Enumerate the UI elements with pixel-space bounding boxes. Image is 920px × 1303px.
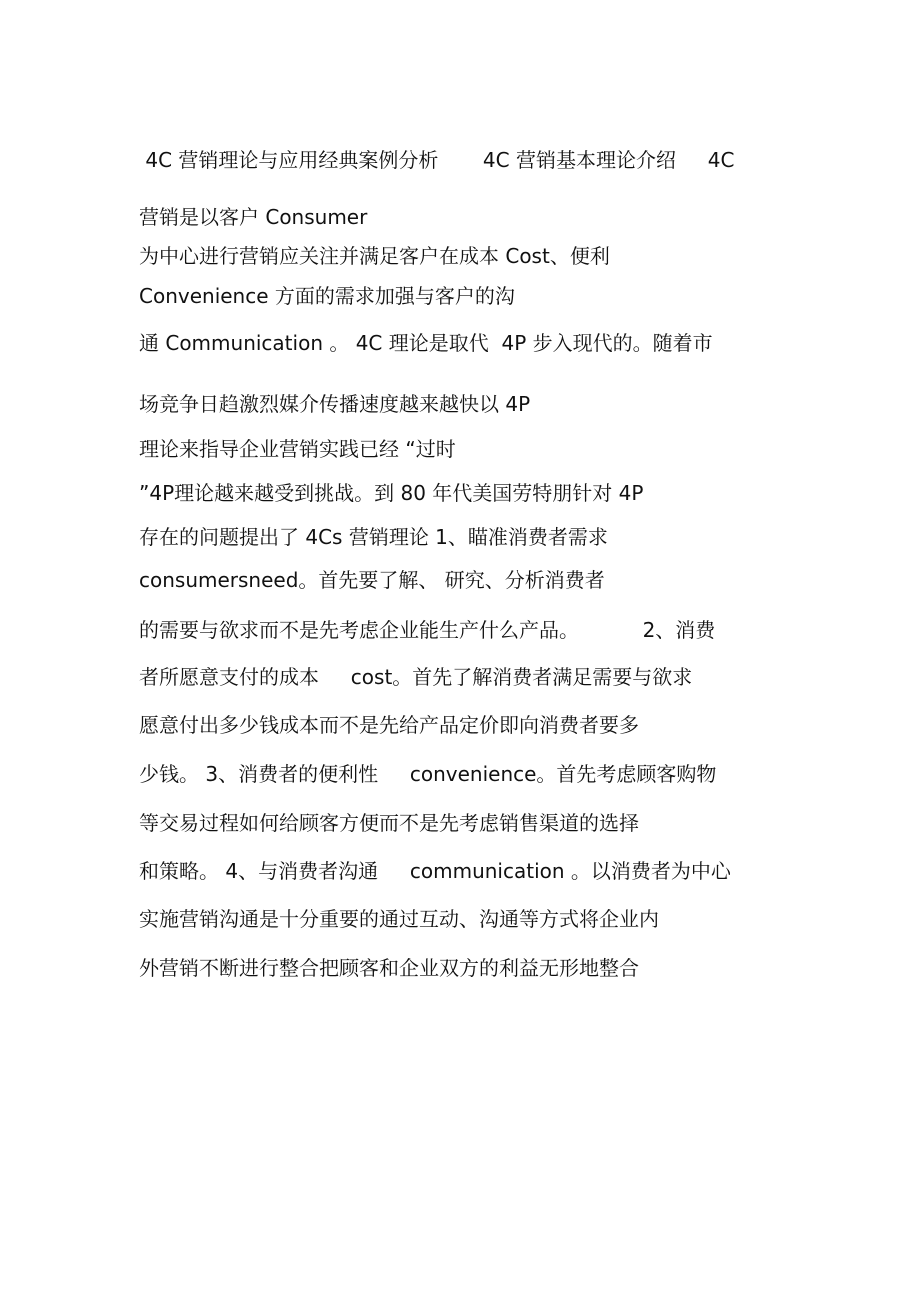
text-line: 实施营销沟通是十分重要的通过互动、沟通等方式将企业内 [139,907,659,931]
text-line: consumersneed。首先要了解、 研究、分析消费者 [139,568,605,592]
text-line: 为中心进行营销应关注并满足客户在成本 Cost、便利 [139,244,610,268]
text-line: 等交易过程如何给顾客方便而不是先考虑销售渠道的选择 [139,811,639,835]
text-line: 外营销不断进行整合把顾客和企业双方的利益无形地整合 [139,956,639,980]
text-line: 理论来指导企业营销实践已经 “过时 [139,437,456,461]
text-line: 者所愿意支付的成本 cost。首先了解消费者满足需要与欲求 [139,665,693,689]
text-line: 少钱。 3、消费者的便利性 convenience。首先考虑顾客购物 [139,762,717,786]
text-line: 存在的问题提出了 4Cs 营销理论 1、瞄准消费者需求 [139,525,608,549]
text-line: Convenience 方面的需求加强与客户的沟 [139,284,515,308]
text-line: 营销是以客户 Consumer [139,205,368,229]
text-line: 4C 营销理论与应用经典案例分析 4C 营销基本理论介绍 4C [139,148,735,172]
text-line: 和策略。 4、与消费者沟通 communication 。以消费者为中心 [139,859,731,883]
text-line: 的需要与欲求而不是先考虑企业能生产什么产品。 2、消费 [139,618,716,642]
text-line: ”4P理论越来越受到挑战。到 80 年代美国劳特朋针对 4P [139,481,644,505]
text-line: 场竞争日趋激烈媒介传播速度越来越快以 4P [139,392,531,416]
text-line: 愿意付出多少钱成本而不是先给产品定价即向消费者要多 [139,713,639,737]
text-line: 通 Communication 。 4C 理论是取代 4P 步入现代的。随着市 [139,331,713,355]
